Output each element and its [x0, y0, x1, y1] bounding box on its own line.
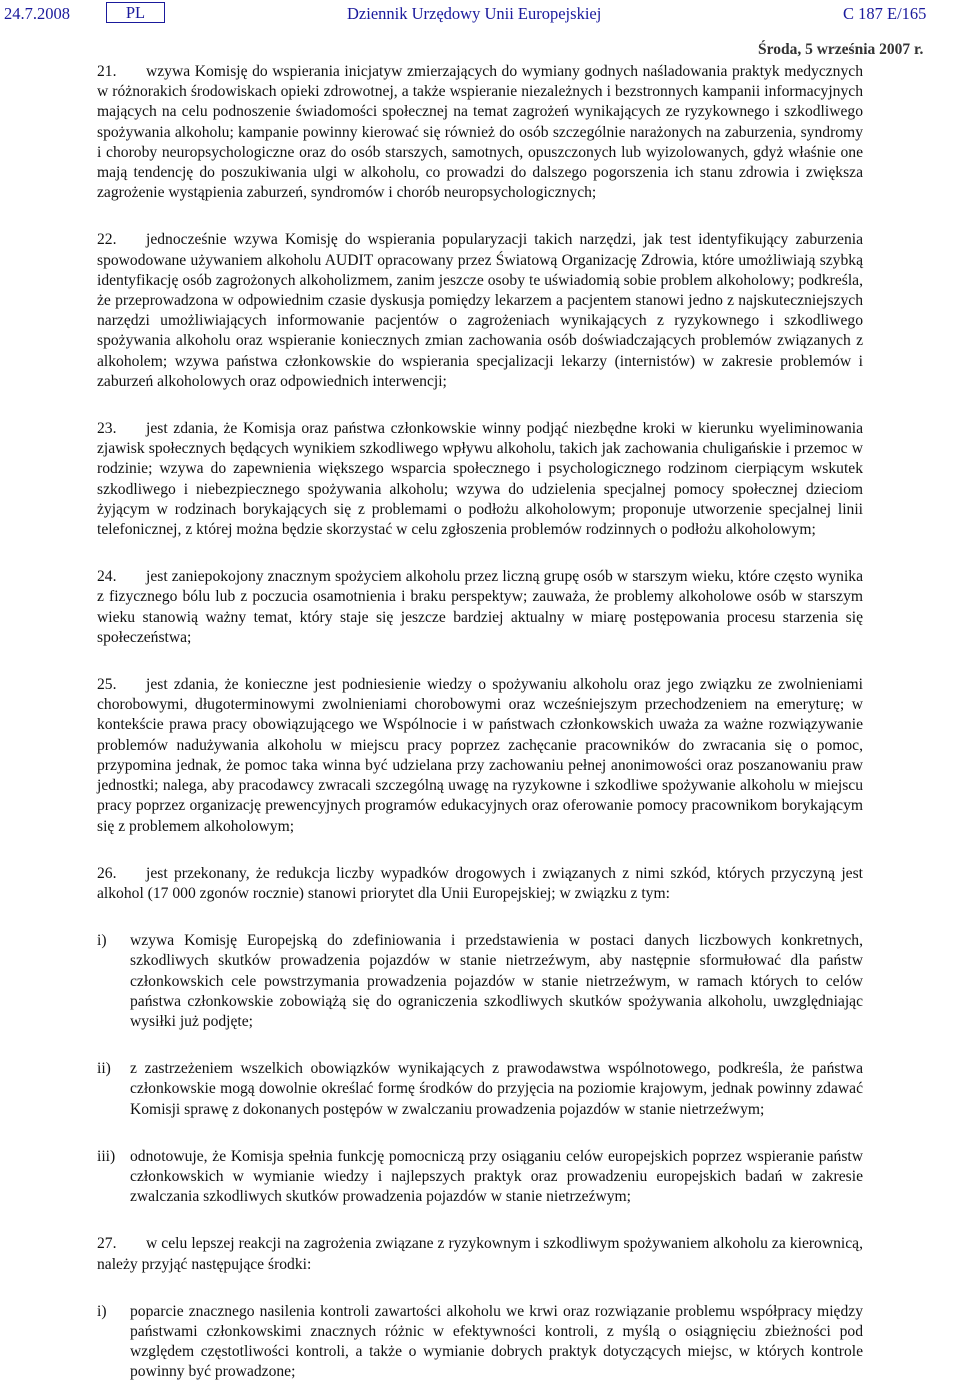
list-item	[97, 1059, 863, 1120]
paragraph-number: 21.	[97, 63, 117, 80]
paragraph-number: 26.	[97, 864, 117, 882]
paragraph-text: wzywa Komisję do wspierania inicjatyw zmierzających do wymiany godnych naśladowania praktyk medycznych w różnorakich środowiskach opieki zdrowotnej, a także wspieranie niezależnych i bezstronnych kampanii informacyjnych mających na celu podnoszenie świadomości społecznej na temat zagrożeń wynikających ze ryzykownego i szkodliwego spożywania alkoholu; kampanie powinny kierować się również do osób szczególnie narażonych na zaburzenia, syndromy i choroby neuropsychologiczne oraz do osób starszych, samotnych, opuszczonych lub wyizolowanych, gdyż właśnie one mają tendencję do poszukiwania ulgi w alkoholu, co prowadzi do dalszego pogorszenia ich stanu zdrowia i zwiększa zagrożenie wystąpienia zaburzeń, syndromów i chorób neuropsychologicznych;	[97, 63, 863, 202]
list-item	[97, 1147, 863, 1208]
paragraph-text: jest przekonany, że redukcja liczby wypadków drogowych i związanych z nimi szkód, których przyczyną jest alkohol (17 000 zgonów rocznie) stanowi priorytet dla Unii Europejskiej; w związku z tym:	[97, 864, 863, 902]
paragraph-27	[97, 1234, 863, 1274]
paragraph-22	[97, 230, 863, 392]
paragraph-text: jednocześnie wzywa Komisję do wspierania popularyzacji takich narzędzi, jak test identyfikujący zaburzenia spowodowane używaniem alkoholu AUDIT opracowany przez Światową Organizację Zdrowia, które umożliwiają szybką identyfikację osób zagrożonych alkoholizmem, zanim jeszcze osoby te uświadomią sobie problem alkoholowy; podkreśla, że przeprowadzona w odpowiednim czasie dyskusja pomiędzy lekarzem a pacjentem stanowi jedno z najskuteczniejszych narzędzi umożliwiających informowanie pacjentów o zagrożeniach wynikających z ryzykownego i szkodliwego spożywania alkoholu oraz wspieranie koniecznych zmian zachowania osób doświadczających problemów związanych z alkoholem; wzywa państwa członkowskie do wspierania specjalizacji lekarzy (internistów) w zakresie problemów i zaburzeń alkoholowych oraz odpowiednich interwencji;	[97, 231, 863, 390]
header-date: 24.7.2008	[4, 4, 70, 23]
list-item-text: z zastrzeżeniem wszelkich obowiązków wynikających z prawodawstwa wspólnotowego, podkreśla, że państwa członkowskie mogą dowolnie określać formę środków do przyjęcia na poziomie krajowym, jednak powinny zdawać Komisji sprawę z dokonanych postępów w zwalczaniu prowadzenia pojazdów w stanie nietrzeźwym;	[130, 1060, 863, 1118]
paragraph-25	[97, 675, 863, 837]
sitting-date: Środa, 5 września 2007 r.	[758, 41, 924, 58]
paragraph-number: 25.	[97, 676, 117, 694]
paragraph-number: 23.	[97, 420, 117, 438]
list-item-text: wzywa Komisję Europejską do zdefiniowania i przedstawienia w postaci danych liczbowych konkretnych, szkodliwych skutków prowadzenia pojazdów w stanie nietrzeźwym, aby następnie sformułować dla państw członkowskich cele powstrzymania prowadzenia pojazdów w stanie nietrzeźwym, w ramach których to celów państwa członkowskie zobowiążą się do ograniczenia szkodliwych skutków spożywania alkoholu, uwzględniając wysiłki już podjęte;	[130, 932, 863, 1030]
list-marker: ii)	[97, 1060, 111, 1078]
list-item	[97, 931, 863, 1032]
paragraph-text: jest zaniepokojony znacznym spożyciem alkoholu przez liczną grupę osób w starszym wieku, które często wynika z fizycznego bólu lub z poczucia osamotnienia i braku perspektyw; zauważa, że problemy alkoholowe osób w starszym wieku stanowią ważny temat, który staje się jeszcze bardziej aktualny w miarę postępowania procesu starzenia się społeczeństwa;	[97, 568, 863, 646]
paragraph-text: jest zdania, że Komisja oraz państwa członkowskie winny podjąć niezbędne kroki w kierunku wyeliminowania zjawisk społecznych będących wynikiem szkodliwego wpływu alkoholu, takich jak zachowania chuligańskie i przemoc w rodzinie; wzywa do zapewnienia większego wsparcia społecznego i psychologicznego rodzinom cierpiącym wskutek szkodliwego i niebezpiecznego spożywania alkoholu; wzywa do udzielenia specjalnej pomocy społecznej dzieciom żyjącym w rodzinach borykających się z problemami o podłożu alkoholowym; proponuje utworzenie specjalnej linii telefonicznej, z której można będzie skorzystać w celu zgłoszenia problemów rodzinnych o podłożu alkoholowym;	[97, 420, 863, 539]
paragraph-number: 27.	[97, 1235, 117, 1253]
list-marker: i)	[97, 932, 107, 950]
list-item	[97, 1302, 863, 1383]
paragraph-text: jest zdania, że konieczne jest podniesienie wiedzy o spożywaniu alkoholu oraz jego związku ze zwolnieniami chorobowymi, długoterminowymi zwolnieniami chorobowymi oraz wcześniejszym przechodzeniem na emeryturę; w kontekście prawa pracy obowiązującego we Wspólnocie i w państwach członkowskich uważa za ważne rozwiązywanie problemów nadużywania alkoholu w miejscu pracy poprzez zachęcanie pracowników do zwracania się o pomoc, przypomina jednak, że pomoc taka winna być udzielana przy zachowaniu pełnej anonimowości oraz poszanowaniu praw jednostki; nalega, aby pracodawcy zwracali szczególną uwagę na ryzykowne i szkodliwe spożywanie alkoholu w miejscu pracy poprzez organizację prewencyjnych programów edukacyjnych oraz oferowanie pomocy pracownikom borykającym się z problemem alkoholowym;	[97, 676, 863, 835]
paragraph-26	[97, 864, 863, 904]
document-body	[97, 62, 863, 1383]
paragraph-number: 22.	[97, 231, 117, 249]
page-header	[0, 0, 960, 28]
paragraph-number: 24.	[97, 568, 117, 586]
list-marker: iii)	[97, 1147, 116, 1165]
journal-title: Dziennik Urzędowy Unii Europejskiej	[347, 4, 602, 23]
journal-reference: C 187 E/165	[843, 4, 927, 23]
paragraph-21	[97, 62, 863, 203]
paragraph-23	[97, 419, 863, 540]
language-code-box: PL	[106, 2, 165, 23]
paragraph-text: w celu lepszej reakcji na zagrożenia związane z ryzykownym i szkodliwym spożywaniem alkoholu za kierownicą, należy przyjąć następujące środki:	[97, 1235, 863, 1273]
paragraph-24	[97, 567, 863, 648]
list-item-text: poparcie znacznego nasilenia kontroli zawartości alkoholu we krwi oraz rozwiązanie problemu współpracy między państwami członkowskimi znacznych różnic w efektywności kontroli, z myślą o osiągnięciu zbieżności pod względem częstotliwości kontroli, a także o wymianie dobrych praktyk dotyczących miejsc, w których kontrole powinny być prowadzone;	[130, 1302, 863, 1381]
list-marker: i)	[97, 1302, 107, 1320]
list-item-text: odnotowuje, że Komisja spełnia funkcję pomocniczą przy osiąganiu celów europejskich poprzez wspieranie państw członkowskich w wymianie wiedzy i najlepszych praktyk oraz prowadzeniu europejskich badań w zakresie zwalczania szkodliwych skutków prowadzenia pojazdów w stanie nietrzeźwym;	[130, 1147, 863, 1206]
